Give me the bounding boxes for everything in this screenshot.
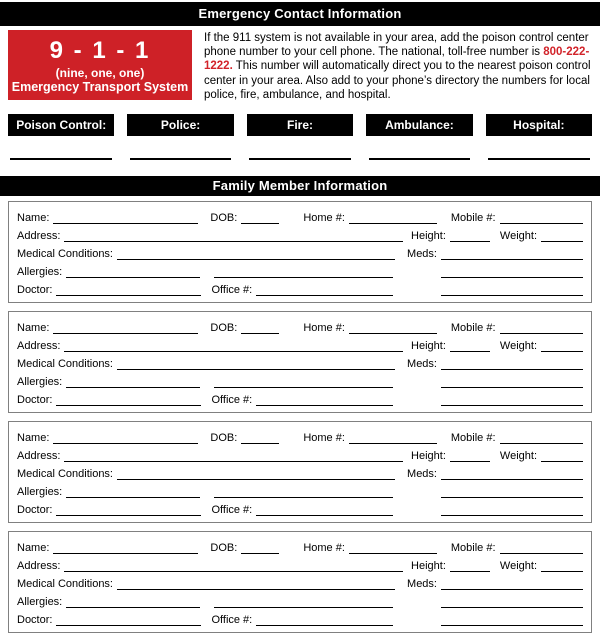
office-number-line xyxy=(256,283,393,296)
name-label: Name: xyxy=(17,432,50,445)
meds-line xyxy=(441,357,583,370)
hospital-fill-line xyxy=(488,150,590,160)
family-member-block xyxy=(8,421,592,523)
emergency-contact-form-page xyxy=(0,2,600,625)
doctor-row xyxy=(17,608,583,626)
home-number-line xyxy=(349,431,437,444)
dob-label: DOB: xyxy=(210,212,238,225)
weight-label: Weight: xyxy=(499,450,537,463)
hospital-label-box: Hospital: xyxy=(486,114,592,136)
doctor-row xyxy=(17,498,583,516)
name-row xyxy=(17,206,583,224)
meds-continuation-line-2 xyxy=(441,283,583,296)
allergies-label: Allergies: xyxy=(17,596,63,609)
meds-continuation-line-2 xyxy=(441,503,583,516)
medical-conditions-label: Medical Conditions: xyxy=(17,578,113,591)
address-label: Address: xyxy=(17,230,61,243)
medical-conditions-row xyxy=(17,572,583,590)
address-label: Address: xyxy=(17,560,61,573)
meds-continuation-line-1 xyxy=(441,485,583,498)
height-label: Height: xyxy=(411,450,446,463)
doctor-line xyxy=(56,393,201,406)
mobile-number-line xyxy=(500,211,583,224)
medical-conditions-line xyxy=(117,467,395,480)
name-label: Name: xyxy=(17,542,50,555)
poison-control-fill-line xyxy=(10,150,112,160)
dob-label: DOB: xyxy=(210,542,238,555)
height-label: Height: xyxy=(411,340,446,353)
poison-control-phone-number: 800-222-1222. xyxy=(204,46,590,73)
allergies-continuation-line xyxy=(214,485,393,498)
police-label-box: Police: xyxy=(127,114,233,136)
height-line xyxy=(450,449,490,462)
poison-control-paragraph xyxy=(204,30,592,102)
address-row xyxy=(17,554,583,572)
home-number-line xyxy=(349,211,437,224)
allergies-label: Allergies: xyxy=(17,376,63,389)
dob-line xyxy=(241,211,279,224)
doctor-row xyxy=(17,278,583,296)
medical-conditions-line xyxy=(117,577,395,590)
name-line xyxy=(53,211,198,224)
medical-conditions-label: Medical Conditions: xyxy=(17,468,113,481)
family-member-header xyxy=(0,176,600,196)
doctor-line xyxy=(56,503,201,516)
dob-line xyxy=(241,431,279,444)
address-line xyxy=(64,449,403,462)
home-number-label: Home #: xyxy=(303,432,345,445)
office-number-label: Office #: xyxy=(211,504,253,517)
dob-line xyxy=(241,541,279,554)
family-member-blocks xyxy=(8,201,592,633)
home-number-line xyxy=(349,321,437,334)
meds-line xyxy=(441,247,583,260)
doctor-label: Doctor: xyxy=(17,614,53,627)
meds-line xyxy=(441,577,583,590)
height-line xyxy=(450,229,490,242)
name-line xyxy=(53,321,198,334)
emergency-contacts-fill-row xyxy=(10,150,590,160)
poison-text-after: This number will automatically direct you to the nearest poison control center in your area. Also add to your phone’s directory the numbers for local police, fire, ambulance, and hospital. xyxy=(204,60,591,101)
meds-line xyxy=(441,467,583,480)
doctor-row xyxy=(17,388,583,406)
family-member-block xyxy=(8,201,592,303)
mobile-number-label: Mobile #: xyxy=(450,212,496,225)
mobile-number-line xyxy=(500,431,583,444)
name-line xyxy=(53,431,198,444)
office-number-label: Office #: xyxy=(211,394,253,407)
address-line xyxy=(64,229,403,242)
meds-continuation-line-2 xyxy=(441,393,583,406)
office-number-line xyxy=(256,613,393,626)
weight-label: Weight: xyxy=(499,340,537,353)
name-label: Name: xyxy=(17,322,50,335)
meds-continuation-line-1 xyxy=(441,265,583,278)
name-row xyxy=(17,536,583,554)
allergies-row xyxy=(17,590,583,608)
weight-label: Weight: xyxy=(499,560,537,573)
doctor-label: Doctor: xyxy=(17,284,53,297)
mobile-number-line xyxy=(500,321,583,334)
weight-line xyxy=(541,559,583,572)
911-callout-box xyxy=(8,30,192,100)
weight-line xyxy=(541,449,583,462)
meds-label: Meds: xyxy=(407,248,437,261)
dob-label: DOB: xyxy=(210,322,238,335)
allergies-line xyxy=(66,265,200,278)
weight-line xyxy=(541,229,583,242)
ambulance-label-box: Ambulance: xyxy=(366,114,472,136)
home-number-label: Home #: xyxy=(303,322,345,335)
meds-continuation-line-2 xyxy=(441,613,583,626)
height-line xyxy=(450,339,490,352)
911-system-label: Emergency Transport System xyxy=(11,79,189,94)
name-line xyxy=(53,541,198,554)
poison-control-label-box: Poison Control: xyxy=(8,114,114,136)
height-label: Height: xyxy=(411,230,446,243)
ambulance-fill-line xyxy=(369,150,471,160)
weight-label: Weight: xyxy=(499,230,537,243)
mobile-number-label: Mobile #: xyxy=(450,322,496,335)
address-line xyxy=(64,559,403,572)
meds-label: Meds: xyxy=(407,358,437,371)
medical-conditions-label: Medical Conditions: xyxy=(17,358,113,371)
medical-conditions-row xyxy=(17,352,583,370)
allergies-line xyxy=(66,485,200,498)
emergency-contacts-label-row xyxy=(8,114,592,136)
mobile-number-label: Mobile #: xyxy=(450,542,496,555)
fire-label-box: Fire: xyxy=(247,114,353,136)
medical-conditions-row xyxy=(17,462,583,480)
meds-label: Meds: xyxy=(407,578,437,591)
office-number-line xyxy=(256,393,393,406)
office-number-label: Office #: xyxy=(211,614,253,627)
allergies-line xyxy=(66,375,200,388)
doctor-label: Doctor: xyxy=(17,504,53,517)
family-member-header-title: Family Member Information xyxy=(212,178,388,194)
medical-conditions-row xyxy=(17,242,583,260)
911-number: 9 - 1 - 1 xyxy=(49,36,151,64)
allergies-continuation-line xyxy=(214,375,393,388)
name-label: Name: xyxy=(17,212,50,225)
allergies-continuation-line xyxy=(214,595,393,608)
mobile-number-line xyxy=(500,541,583,554)
allergies-row xyxy=(17,480,583,498)
height-line xyxy=(450,559,490,572)
fire-fill-line xyxy=(249,150,351,160)
medical-conditions-label: Medical Conditions: xyxy=(17,248,113,261)
police-fill-line xyxy=(130,150,232,160)
address-label: Address: xyxy=(17,450,61,463)
allergies-label: Allergies: xyxy=(17,266,63,279)
family-member-block xyxy=(8,531,592,633)
address-row xyxy=(17,334,583,352)
meds-continuation-line-1 xyxy=(441,375,583,388)
weight-line xyxy=(541,339,583,352)
address-label: Address: xyxy=(17,340,61,353)
office-number-label: Office #: xyxy=(211,284,253,297)
dob-label: DOB: xyxy=(210,432,238,445)
family-member-block xyxy=(8,311,592,413)
intro-section xyxy=(8,30,592,102)
address-line xyxy=(64,339,403,352)
dob-line xyxy=(241,321,279,334)
doctor-line xyxy=(56,283,201,296)
allergies-row xyxy=(17,370,583,388)
allergies-line xyxy=(66,595,200,608)
address-row xyxy=(17,224,583,242)
home-number-line xyxy=(349,541,437,554)
home-number-label: Home #: xyxy=(303,212,345,225)
home-number-label: Home #: xyxy=(303,542,345,555)
doctor-line xyxy=(56,613,201,626)
doctor-label: Doctor: xyxy=(17,394,53,407)
allergies-label: Allergies: xyxy=(17,486,63,499)
poison-text-before: If the 911 system is not available in your area, add the poison control center phone number to your cell phone. The national, toll-free number is xyxy=(204,32,589,59)
name-row xyxy=(17,426,583,444)
medical-conditions-line xyxy=(117,247,395,260)
name-row xyxy=(17,316,583,334)
allergies-continuation-line xyxy=(214,265,393,278)
mobile-number-label: Mobile #: xyxy=(450,432,496,445)
911-subtitle: (nine, one, one) xyxy=(55,65,145,80)
meds-label: Meds: xyxy=(407,468,437,481)
address-row xyxy=(17,444,583,462)
emergency-contact-header xyxy=(0,2,600,26)
emergency-contact-header-title: Emergency Contact Information xyxy=(198,6,402,21)
meds-continuation-line-1 xyxy=(441,595,583,608)
height-label: Height: xyxy=(411,560,446,573)
allergies-row xyxy=(17,260,583,278)
medical-conditions-line xyxy=(117,357,395,370)
office-number-line xyxy=(256,503,393,516)
